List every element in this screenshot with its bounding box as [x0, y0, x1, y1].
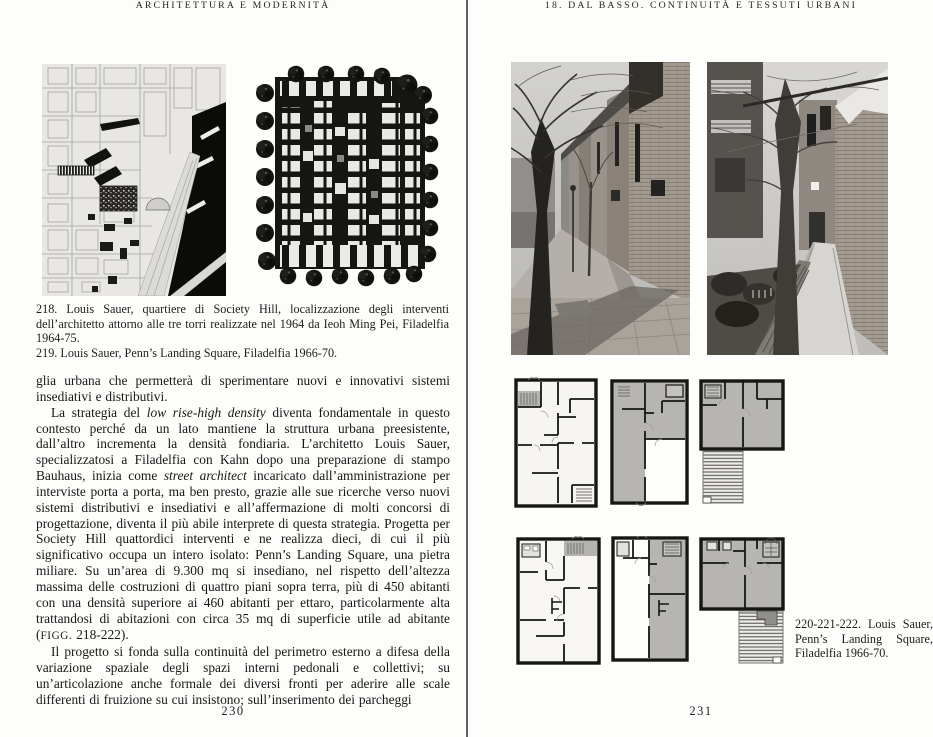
running-head-right: 18. DAL BASSO. CONTINUITÀ E TESSUTI URBANI [545, 0, 857, 11]
body-text-column [36, 373, 450, 708]
penns-landing-block [100, 186, 137, 211]
figure-captions-left [36, 302, 449, 360]
figure-222-plan-5 [611, 536, 689, 663]
figure-222-plan-3 [699, 379, 785, 506]
figure-220-street-photo [511, 62, 690, 355]
page-number-left: 230 [221, 704, 245, 718]
caption-219: 219. Louis Sauer, Penn’s Landing Square, Filadelfia 1966-70. [36, 345, 338, 360]
figure-222-plan-1 [514, 377, 598, 509]
figure-reference: FIGG. [40, 629, 73, 642]
figure-219-site-plan [253, 63, 441, 291]
body-paragraph-2: La strategia del low rise-high density diventa fondamentale in questo contesto perché da un lato mantiene la struttura urbana preesistente, dall’altro incrementa la densità fondiaria. L’architetto Louis Sauer, specializzatosi a Filadelfia con Kahn dopo una preparazione di stampo Bauhaus, inizia come street architect incaricato dall’amministrazione per interviste porta a porta, ma ben presto, grazie alle sue ricerche verso nuovi sistemi distributivi e insediativi e all’affermazione di molti concorsi di progettazione, diventa il più abile interprete di questa strategia. Progetta per Society Hill quattordici interventi e ne realizza dieci, di cui il più significativo occupa un intero isolato: Penn’s Landing Square, una pietra miliare. Su un’area di 9.300 mq si insediano, nel rispetto dell’altezza massima delle costruzioni di quattro piani sopra terra, più di 450 abitanti con una densità superiore ai 460 abitanti per ettaro, particolarmente alta trattandosi di abitazioni con circa 35 mq di superficie utile ad abitante (FIGG. 218-222). [36, 404, 450, 642]
figure-222-plan-4 [516, 536, 601, 666]
figure-222-plan-6 [699, 537, 786, 666]
figure-218-society-hill-map [42, 64, 226, 296]
slab-building [58, 166, 94, 175]
background-tower [799, 100, 837, 250]
figure-222-plan-2 [610, 379, 689, 506]
caption-218: 218. Louis Sauer, quartiere di Society Hill, localizzazione degli interventi dell’architetto attorno alle tre torri realizzate nel 1964 da Ieoh Ming Pei, Filadelfia 1964-75. [36, 302, 449, 346]
running-head-left: ARCHITETTURA E MODERNITÀ [135, 0, 331, 11]
figure-221-path-photo [707, 62, 888, 355]
body-paragraph-3: Il progetto si fonda sulla continuità del perimetro esterno a difesa della variazione spaziale degli spazi interni pedonali e collettivi; su un’articolazione anche formale dei diversi fronti per aderire alle scale differenti di fruizione su cui insistono; sull’inserimento dei parcheggi [36, 644, 450, 707]
caption-220-222: 220-221-222. Louis Sauer, Penn’s Landing Square, Filadelfia 1966-70. [795, 617, 933, 661]
terrace-deck [703, 451, 743, 503]
body-paragraph-1: glia urbana che permetterà di sperimentare nuovi e innovativi sistemi insediativi e distributivi. [36, 373, 450, 404]
page-number-right: 231 [689, 704, 713, 718]
page-gutter-divider [466, 0, 468, 737]
